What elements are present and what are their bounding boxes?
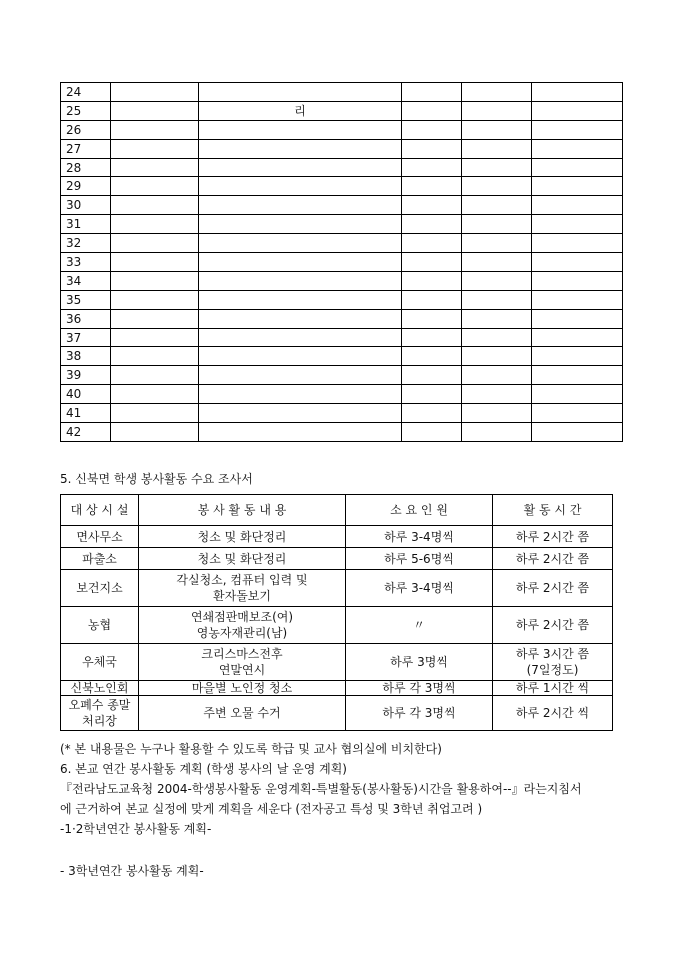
row-cell bbox=[199, 385, 402, 404]
empty-cell bbox=[402, 215, 462, 234]
empty-cell bbox=[402, 423, 462, 442]
cell-content bbox=[139, 526, 346, 548]
empty-cell bbox=[462, 120, 532, 139]
empty-cell bbox=[111, 328, 199, 347]
row-cell bbox=[199, 196, 402, 215]
paragraph-line-2: 에 근거하여 본교 실정에 맞게 계획을 세운다 (전자공고 특성 및 3학년 취업고려 ) bbox=[60, 802, 483, 816]
empty-cell bbox=[402, 271, 462, 290]
empty-cell bbox=[111, 385, 199, 404]
cell-line: 환자돌보기 bbox=[213, 589, 271, 603]
cell-people bbox=[346, 696, 493, 731]
empty-cell bbox=[532, 347, 623, 366]
empty-cell bbox=[111, 196, 199, 215]
empty-cell bbox=[532, 290, 623, 309]
list-row bbox=[61, 366, 623, 385]
empty-cell bbox=[111, 120, 199, 139]
empty-cell bbox=[462, 83, 532, 102]
demand-row bbox=[61, 607, 613, 644]
empty-cell bbox=[111, 234, 199, 253]
empty-cell bbox=[111, 101, 199, 120]
row-cell bbox=[199, 234, 402, 253]
cell-time bbox=[493, 607, 613, 644]
list-row bbox=[61, 101, 623, 120]
demand-row bbox=[61, 570, 613, 607]
cell-line: 면사무소 bbox=[76, 529, 123, 544]
list-row bbox=[61, 309, 623, 328]
demand-row bbox=[61, 681, 613, 696]
volunteer-list-table bbox=[60, 82, 623, 442]
plan-12-heading: -1·2학년연간 봉사활동 계획- bbox=[60, 822, 212, 836]
empty-cell bbox=[462, 215, 532, 234]
row-number: 36 bbox=[61, 309, 111, 328]
empty-cell bbox=[402, 328, 462, 347]
section6-heading: 6. 본교 연간 봉사활동 계획 (학생 봉사의 날 운영 계획) bbox=[60, 762, 347, 776]
list-row bbox=[61, 404, 623, 423]
cell-content bbox=[139, 644, 346, 681]
empty-cell bbox=[402, 139, 462, 158]
cell-line: 하루 2시간 쯤 bbox=[515, 529, 590, 544]
row-number: 33 bbox=[61, 253, 111, 272]
empty-cell bbox=[462, 309, 532, 328]
cell-line: 보건지소 bbox=[76, 581, 123, 595]
cell-facility bbox=[61, 607, 139, 644]
row-number: 30 bbox=[61, 196, 111, 215]
header-content: 봉 사 활 동 내 용 bbox=[139, 495, 346, 526]
cell-time bbox=[493, 644, 613, 681]
cell-time bbox=[493, 681, 613, 696]
header-people: 소 요 인 원 bbox=[346, 495, 493, 526]
row-cell bbox=[199, 366, 402, 385]
empty-cell bbox=[532, 139, 623, 158]
cell-people bbox=[346, 681, 493, 696]
empty-cell bbox=[462, 328, 532, 347]
row-number: 29 bbox=[61, 177, 111, 196]
cell-line: 청소 및 화단정리 bbox=[197, 529, 287, 544]
row-cell bbox=[199, 328, 402, 347]
list-row bbox=[61, 83, 623, 102]
cell-content bbox=[139, 548, 346, 570]
list-row bbox=[61, 253, 623, 272]
cell-facility bbox=[61, 681, 139, 696]
row-cell bbox=[199, 158, 402, 177]
cell-line: 〃 bbox=[412, 618, 425, 632]
empty-cell bbox=[111, 215, 199, 234]
cell-line: 연말연시 bbox=[218, 663, 266, 677]
list-row bbox=[61, 328, 623, 347]
list-row bbox=[61, 177, 623, 196]
empty-cell bbox=[462, 196, 532, 215]
cell-line: 하루 3명씩 bbox=[390, 655, 448, 669]
empty-cell bbox=[402, 177, 462, 196]
empty-cell bbox=[402, 101, 462, 120]
cell-time bbox=[493, 548, 613, 570]
empty-cell bbox=[532, 404, 623, 423]
demand-header-row bbox=[61, 495, 613, 526]
row-cell bbox=[199, 309, 402, 328]
row-cell bbox=[199, 177, 402, 196]
empty-cell bbox=[402, 234, 462, 253]
demand-row bbox=[61, 548, 613, 570]
empty-cell bbox=[532, 101, 623, 120]
header-facility: 대 상 시 설 bbox=[61, 495, 139, 526]
cell-facility bbox=[61, 570, 139, 607]
empty-cell bbox=[532, 234, 623, 253]
list-row bbox=[61, 158, 623, 177]
cell-line: 하루 2시간 쯤 bbox=[515, 618, 590, 632]
row-number: 40 bbox=[61, 385, 111, 404]
empty-cell bbox=[111, 366, 199, 385]
cell-line: 하루 2시간 씩 bbox=[515, 706, 590, 720]
cell-people bbox=[346, 644, 493, 681]
cell-people bbox=[346, 570, 493, 607]
empty-cell bbox=[462, 271, 532, 290]
list-row bbox=[61, 385, 623, 404]
empty-cell bbox=[111, 423, 199, 442]
section5-heading: 5. 신북면 학생 봉사활동 수요 조사서 bbox=[60, 472, 253, 486]
demand-row bbox=[61, 644, 613, 681]
empty-cell bbox=[532, 120, 623, 139]
header-time: 활 동 시 간 bbox=[493, 495, 613, 526]
row-cell bbox=[199, 83, 402, 102]
cell-facility bbox=[61, 526, 139, 548]
demand-survey-table bbox=[60, 494, 613, 731]
row-cell bbox=[199, 215, 402, 234]
empty-cell bbox=[532, 177, 623, 196]
empty-cell bbox=[402, 309, 462, 328]
row-number: 25 bbox=[61, 101, 111, 120]
cell-line: 오폐수 종말 bbox=[68, 698, 131, 712]
row-cell bbox=[199, 120, 402, 139]
row-number: 32 bbox=[61, 234, 111, 253]
empty-cell bbox=[532, 271, 623, 290]
empty-cell bbox=[532, 253, 623, 272]
row-number: 27 bbox=[61, 139, 111, 158]
empty-cell bbox=[532, 83, 623, 102]
empty-cell bbox=[111, 253, 199, 272]
empty-cell bbox=[402, 120, 462, 139]
cell-facility bbox=[61, 696, 139, 731]
empty-cell bbox=[532, 215, 623, 234]
list-row bbox=[61, 139, 623, 158]
cell-line: 하루 5-6명씩 bbox=[384, 551, 454, 566]
cell-content bbox=[139, 681, 346, 696]
empty-cell bbox=[462, 101, 532, 120]
empty-cell bbox=[111, 83, 199, 102]
list-row bbox=[61, 196, 623, 215]
empty-cell bbox=[532, 196, 623, 215]
cell-time bbox=[493, 526, 613, 548]
cell-line: 청소 및 화단정리 bbox=[197, 551, 287, 566]
row-number: 28 bbox=[61, 158, 111, 177]
empty-cell bbox=[402, 347, 462, 366]
list-row bbox=[61, 347, 623, 366]
row-cell bbox=[199, 404, 402, 423]
plan-3-heading: - 3학년연간 봉사활동 계획- bbox=[60, 864, 204, 878]
cell-line: (7일정도) bbox=[526, 663, 579, 677]
empty-cell bbox=[111, 347, 199, 366]
empty-cell bbox=[462, 385, 532, 404]
cell-line: 하루 3-4명씩 bbox=[384, 581, 454, 595]
empty-cell bbox=[111, 290, 199, 309]
paragraph-line-1: 『전라남도교육청 2004-학생봉사활동 운영계획-특별활동(봉사활동)시간을 활용하여--』라는지침서 bbox=[60, 782, 582, 796]
empty-cell bbox=[532, 366, 623, 385]
cell-line: 연쇄점판매보조(여) bbox=[190, 610, 294, 624]
cell-time bbox=[493, 696, 613, 731]
demand-row bbox=[61, 526, 613, 548]
list-row bbox=[61, 423, 623, 442]
cell-facility bbox=[61, 644, 139, 681]
cell-content bbox=[139, 570, 346, 607]
empty-cell bbox=[111, 139, 199, 158]
empty-cell bbox=[532, 158, 623, 177]
cell-line: 하루 각 3명씩 bbox=[382, 680, 456, 695]
empty-cell bbox=[402, 366, 462, 385]
cell-line: 신북노인회 bbox=[70, 680, 129, 695]
cell-people bbox=[346, 526, 493, 548]
row-cell bbox=[199, 253, 402, 272]
row-number: 26 bbox=[61, 120, 111, 139]
list-row bbox=[61, 290, 623, 309]
empty-cell bbox=[111, 158, 199, 177]
cell-line: 하루 2시간 쯤 bbox=[515, 551, 590, 566]
empty-cell bbox=[402, 83, 462, 102]
row-number: 34 bbox=[61, 271, 111, 290]
empty-cell bbox=[111, 404, 199, 423]
cell-line: 하루 2시간 쯤 bbox=[515, 581, 590, 595]
empty-cell bbox=[462, 253, 532, 272]
row-cell bbox=[199, 139, 402, 158]
empty-cell bbox=[462, 423, 532, 442]
cell-content bbox=[139, 607, 346, 644]
row-number: 42 bbox=[61, 423, 111, 442]
cell-line: 농협 bbox=[87, 618, 112, 632]
cell-line: 영농자재관리(남) bbox=[196, 626, 288, 640]
row-number: 37 bbox=[61, 328, 111, 347]
empty-cell bbox=[402, 196, 462, 215]
cell-line: 주변 오물 수거 bbox=[203, 706, 281, 720]
row-number: 24 bbox=[61, 83, 111, 102]
cell-line: 처리장 bbox=[82, 714, 117, 728]
row-cell: 리 bbox=[199, 101, 402, 120]
cell-line: 마을별 노인정 청소 bbox=[191, 680, 293, 695]
cell-line: 하루 각 3명씩 bbox=[382, 706, 456, 720]
cell-people bbox=[346, 607, 493, 644]
cell-line: 파출소 bbox=[82, 551, 117, 566]
empty-cell bbox=[111, 309, 199, 328]
cell-line: 하루 1시간 씩 bbox=[515, 680, 590, 695]
cell-line: 각실청소, 컴퓨터 입력 및 bbox=[176, 573, 308, 587]
cell-line: 하루 3-4명씩 bbox=[384, 529, 454, 544]
empty-cell bbox=[462, 139, 532, 158]
row-number: 35 bbox=[61, 290, 111, 309]
cell-line: 우체국 bbox=[82, 655, 117, 669]
row-cell bbox=[199, 290, 402, 309]
empty-cell bbox=[532, 423, 623, 442]
row-cell bbox=[199, 347, 402, 366]
row-number: 39 bbox=[61, 366, 111, 385]
empty-cell bbox=[402, 158, 462, 177]
cell-facility bbox=[61, 548, 139, 570]
empty-cell bbox=[402, 385, 462, 404]
cell-line: 하루 3시간 쯤 bbox=[515, 647, 590, 661]
cell-line: 크리스마스전후 bbox=[201, 647, 283, 661]
empty-cell bbox=[462, 290, 532, 309]
row-cell bbox=[199, 271, 402, 290]
cell-people bbox=[346, 548, 493, 570]
empty-cell bbox=[462, 177, 532, 196]
empty-cell bbox=[402, 253, 462, 272]
empty-cell bbox=[532, 328, 623, 347]
empty-cell bbox=[462, 347, 532, 366]
row-cell bbox=[199, 423, 402, 442]
empty-cell bbox=[532, 385, 623, 404]
empty-cell bbox=[402, 290, 462, 309]
list-row bbox=[61, 120, 623, 139]
empty-cell bbox=[111, 271, 199, 290]
empty-cell bbox=[462, 404, 532, 423]
list-row bbox=[61, 271, 623, 290]
empty-cell bbox=[532, 309, 623, 328]
row-number: 38 bbox=[61, 347, 111, 366]
empty-cell bbox=[462, 366, 532, 385]
list-row bbox=[61, 234, 623, 253]
empty-cell bbox=[111, 177, 199, 196]
note-text: (* 본 내용물은 누구나 활용할 수 있도록 학급 및 교사 협의실에 비치한다) bbox=[60, 742, 442, 756]
row-number: 31 bbox=[61, 215, 111, 234]
row-number: 41 bbox=[61, 404, 111, 423]
empty-cell bbox=[462, 158, 532, 177]
demand-row bbox=[61, 696, 613, 731]
empty-cell bbox=[402, 404, 462, 423]
empty-cell bbox=[462, 234, 532, 253]
list-row bbox=[61, 215, 623, 234]
cell-content bbox=[139, 696, 346, 731]
cell-time bbox=[493, 570, 613, 607]
